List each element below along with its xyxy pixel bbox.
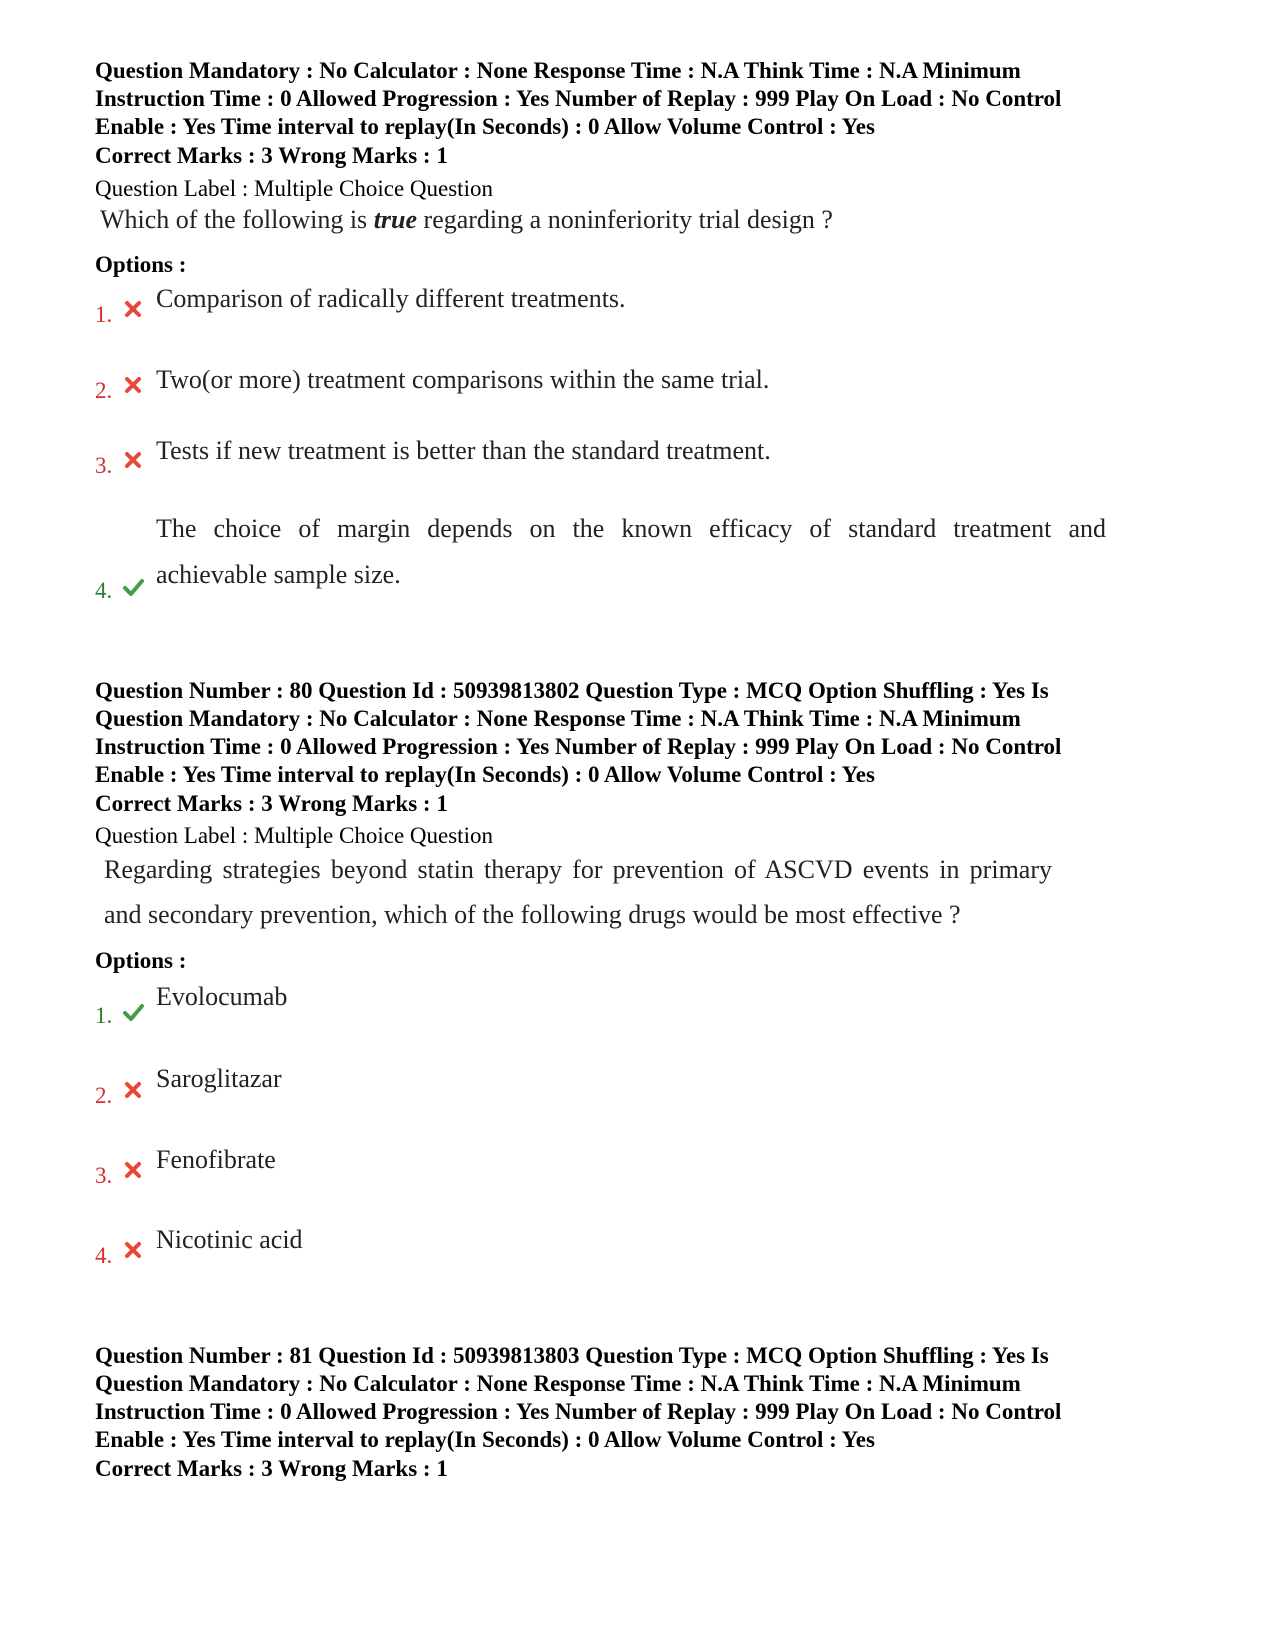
cross-icon [122,374,144,396]
option-text: Nicotinic acid [156,1225,303,1254]
emphasis-word: true [373,205,418,234]
question-meta [95,1342,1175,1454]
option-number: 3. [95,1163,113,1188]
options-label: Options : [95,252,187,277]
options-label: Options : [95,948,187,973]
option-text: Tests if new treatment is better than the standard treatment. [156,436,771,465]
cross-icon [122,1079,144,1101]
meta-line: Question Mandatory : No Calculator : None Response Time : N.A Think Time : N.A Minimum [95,1371,1021,1396]
meta-line: Question Number : 80 Question Id : 50939813802 Question Type : MCQ Option Shuffling : Yes Is [95,678,1049,703]
meta-line: Question Mandatory : No Calculator : None Response Time : N.A Think Time : N.A Minimum [95,706,1021,731]
meta-line: Enable : Yes Time interval to replay(In Seconds) : 0 Allow Volume Control : Yes [95,1427,875,1452]
question-meta [95,57,1175,141]
question-text: Regarding strategies beyond statin therapy for prevention of ASCVD events in primary and secondary prevention, which of the following drugs would be most effective ? [104,855,1052,929]
option-text: Two(or more) treatment comparisons within the same trial. [156,365,770,394]
option-text: Comparison of radically different treatments. [156,284,626,313]
meta-line: Instruction Time : 0 Allowed Progression : Yes Number of Replay : 999 Play On Load : No Control [95,86,1062,111]
marks-line: Correct Marks : 3 Wrong Marks : 1 [95,1456,448,1481]
option-number: 1. [95,302,113,327]
check-icon [122,1001,144,1023]
marks-line: Correct Marks : 3 Wrong Marks : 1 [95,143,448,168]
meta-line: Instruction Time : 0 Allowed Progression : Yes Number of Replay : 999 Play On Load : No Control [95,1399,1062,1424]
option-text: The choice of margin depends on the known efficacy of standard treatment and achievable sample size. [156,514,1106,589]
option-number: 2. [95,1083,113,1108]
meta-line: Enable : Yes Time interval to replay(In Seconds) : 0 Allow Volume Control : Yes [95,114,875,139]
question-label: Question Label : Multiple Choice Question [95,823,493,848]
option-text: Fenofibrate [156,1145,276,1174]
marks-line: Correct Marks : 3 Wrong Marks : 1 [95,791,448,816]
cross-icon [122,298,144,320]
question-meta [95,677,1175,789]
option-number: 4. [95,1243,113,1268]
question-text: Which of the following is true regarding a noninferiority trial design ? [100,205,833,234]
cross-icon [122,449,144,471]
option-number: 1. [95,1003,113,1028]
option-number: 4. [95,578,113,603]
option-text: Saroglitazar [156,1064,282,1093]
question-label: Question Label : Multiple Choice Question [95,176,493,201]
meta-line: Question Number : 81 Question Id : 50939813803 Question Type : MCQ Option Shuffling : Yes Is [95,1343,1049,1368]
meta-line: Enable : Yes Time interval to replay(In Seconds) : 0 Allow Volume Control : Yes [95,762,875,787]
cross-icon [122,1159,144,1181]
cross-icon [122,1239,144,1261]
option-number: 2. [95,378,113,403]
check-icon [122,576,144,598]
option-text: Evolocumab [156,982,288,1011]
meta-line: Question Mandatory : No Calculator : None Response Time : N.A Think Time : N.A Minimum [95,58,1021,83]
meta-line: Instruction Time : 0 Allowed Progression : Yes Number of Replay : 999 Play On Load : No Control [95,734,1062,759]
option-number: 3. [95,453,113,478]
